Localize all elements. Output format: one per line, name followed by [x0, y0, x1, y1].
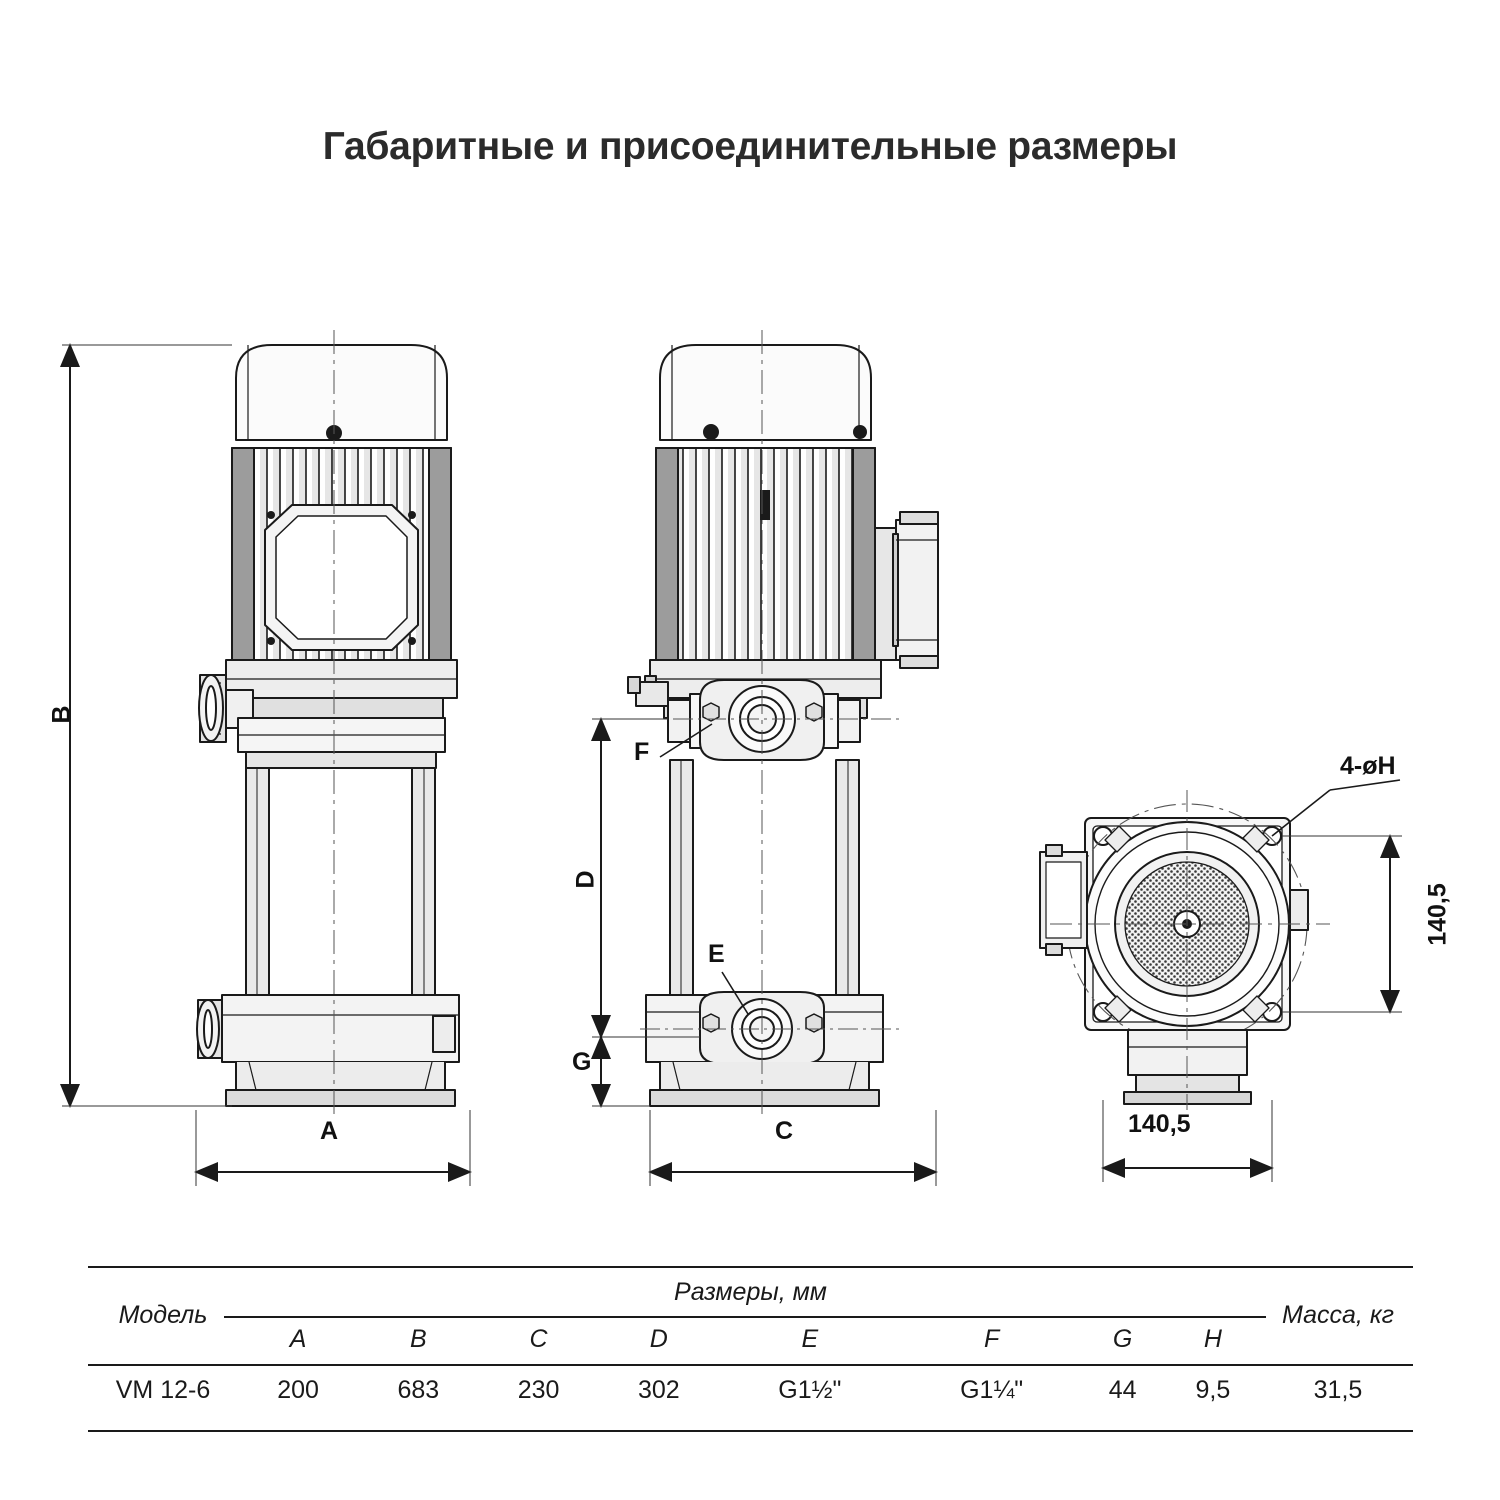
table-rule-bottom: [88, 1430, 1413, 1432]
col-header-a: A: [289, 1324, 307, 1353]
front-view: [62, 330, 470, 1186]
cell-h: 9,5: [1195, 1375, 1231, 1404]
cell-a: 200: [277, 1375, 319, 1404]
dimensions-table: [88, 1268, 1413, 1418]
top-view: [1040, 780, 1402, 1182]
page-title: Габаритные и присоединительные размеры: [322, 125, 1178, 168]
dim-label-A: A: [320, 1117, 339, 1145]
table-subheader-row: [88, 1316, 1413, 1362]
cell-d: 302: [637, 1375, 680, 1404]
cell-f: G1¼": [960, 1375, 1024, 1404]
col-header-b: B: [410, 1324, 427, 1353]
col-header-c: C: [529, 1324, 548, 1353]
dim-label-B: B: [47, 705, 76, 724]
cell-e: G1½": [778, 1375, 842, 1404]
table-header-row: [88, 1268, 1413, 1316]
col-header-mass: Масса, кг: [1282, 1300, 1394, 1329]
col-header-h: H: [1203, 1324, 1222, 1353]
cell-c: 230: [517, 1375, 560, 1404]
col-header-d: D: [649, 1324, 668, 1353]
col-header-f: F: [984, 1324, 1000, 1353]
col-header-e: E: [801, 1324, 819, 1353]
dim-label-4-holes: 4-øH: [1340, 752, 1396, 780]
col-header-group: Размеры, мм: [674, 1277, 827, 1306]
table-row: [88, 1362, 1413, 1418]
dim-label-E: E: [708, 940, 725, 968]
dim-label-F: F: [634, 738, 650, 766]
dim-label-top-horizontal: 140,5: [1128, 1110, 1191, 1138]
col-header-model: Модель: [118, 1300, 208, 1329]
cell-b: 683: [397, 1375, 440, 1404]
cell-model: VM 12-6: [115, 1375, 211, 1404]
cell-mass: 31,5: [1313, 1375, 1363, 1404]
dim-label-D: D: [571, 870, 600, 889]
cell-g: 44: [1108, 1375, 1137, 1404]
col-header-g: G: [1112, 1324, 1133, 1353]
dim-label-G: G: [572, 1048, 592, 1076]
dim-label-C: C: [775, 1117, 794, 1145]
dim-label-top-vertical: 140,5: [1423, 883, 1452, 946]
